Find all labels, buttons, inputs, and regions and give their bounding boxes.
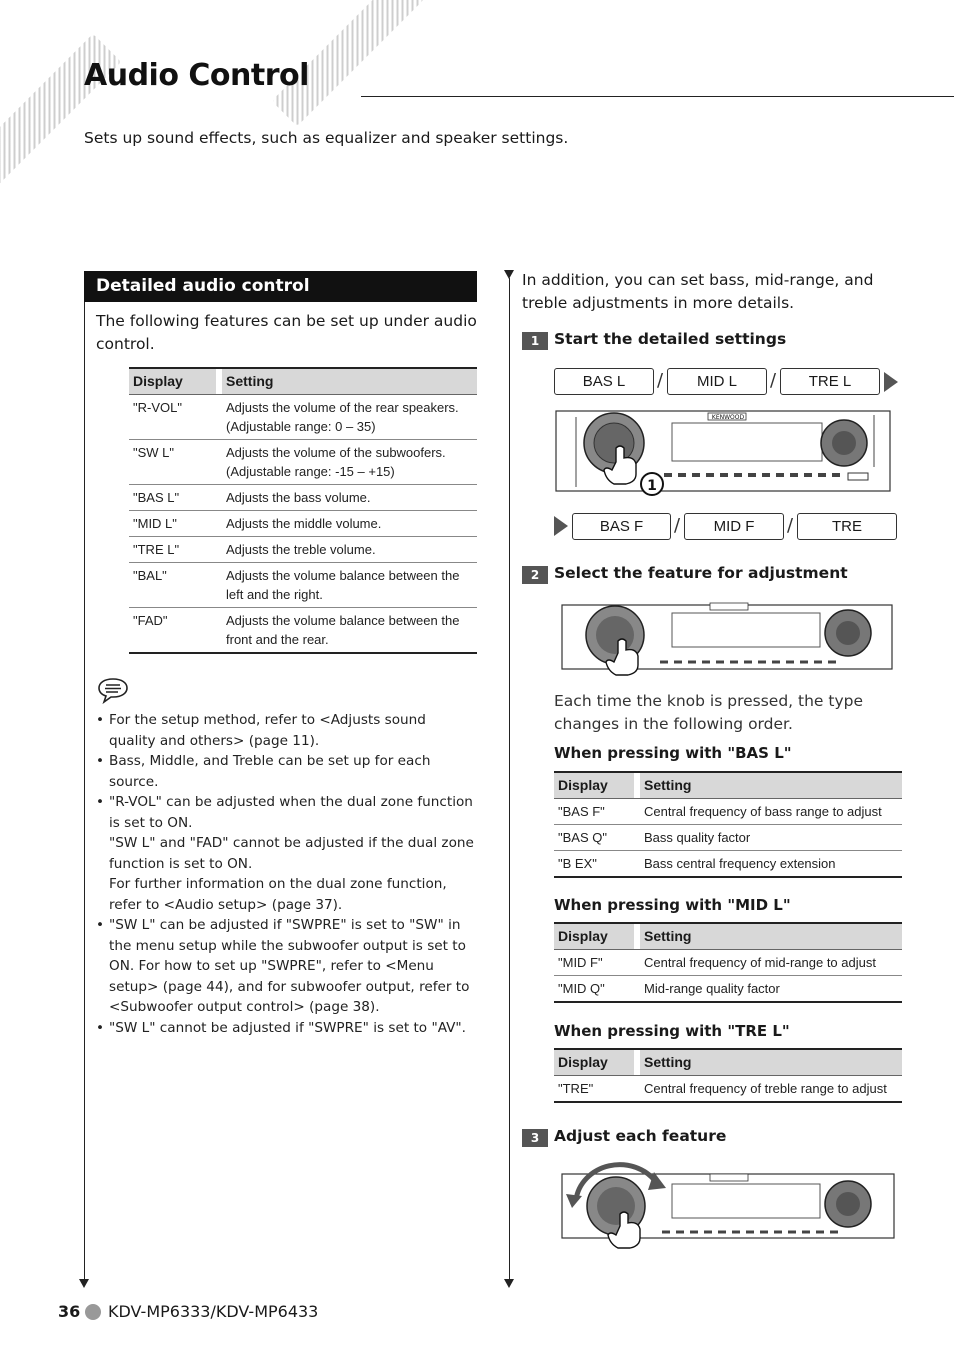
column-header-setting: Setting xyxy=(640,772,902,798)
page-intro: Sets up sound effects, such as equalizer and speaker settings. xyxy=(84,129,569,147)
step-2-number: 2 xyxy=(522,566,548,584)
page-number: 36 xyxy=(58,1302,81,1321)
pill-bas-l: BAS L xyxy=(554,368,654,395)
mid-table xyxy=(554,922,902,1003)
cell-display: "MID F" xyxy=(554,949,634,975)
step-2-title: Select the feature for adjustment xyxy=(554,564,848,582)
brand-logo: KENWOOD xyxy=(711,414,745,421)
pill-bas-f: BAS F xyxy=(572,513,671,540)
notes-list xyxy=(96,710,476,1038)
step-3-number: 3 xyxy=(522,1129,548,1147)
center-bottom-arrow xyxy=(504,1279,514,1288)
note-item: • "SW L" can be adjusted if "SWPRE" is set to "SW" in the menu setup while the subwoofer output is set to ON. For how to set up "SWPRE", refer to <Menu setup> (page 44), and for subwoofer output, refer to <Subwoofer output control> (page 38). xyxy=(96,915,476,1018)
slash-separator: / xyxy=(674,515,681,536)
cell-display: "TRE L" xyxy=(129,536,216,562)
cell-display: "BAS F" xyxy=(554,798,634,824)
cell-setting: Adjusts the volume balance between the left and the right. xyxy=(222,562,477,607)
tre-heading: When pressing with "TRE L" xyxy=(554,1022,790,1040)
table-row xyxy=(554,824,902,850)
pill-tre: TRE xyxy=(797,513,897,540)
left-guide-line xyxy=(84,302,85,1280)
audio-control-table xyxy=(129,367,477,654)
cell-setting: Adjusts the volume of the subwoofers. (Adjustable range: -15 – +15) xyxy=(222,439,477,484)
bas-heading: When pressing with "BAS L" xyxy=(554,744,792,762)
column-header-setting: Setting xyxy=(640,923,902,949)
cell-setting: Adjusts the volume of the rear speakers. (Adjustable range: 0 – 35) xyxy=(222,394,477,439)
step-1-number: 1 xyxy=(522,332,548,350)
table-row xyxy=(554,975,902,1002)
column-header-display: Display xyxy=(129,368,216,394)
table-body xyxy=(554,798,902,877)
step-1-title: Start the detailed settings xyxy=(554,330,787,348)
tre-table xyxy=(554,1048,902,1103)
table-row xyxy=(554,850,902,877)
section-heading: Detailed audio control xyxy=(84,271,477,302)
page-title: Audio Control xyxy=(84,58,309,93)
table-row xyxy=(554,798,902,824)
table-header-row xyxy=(554,772,902,798)
table-row xyxy=(554,949,902,975)
note-item: • Bass, Middle, and Treble can be set up for each source. xyxy=(96,751,476,792)
table-row xyxy=(129,510,477,536)
cell-setting: Adjusts the middle volume. xyxy=(222,510,477,536)
car-stereo-illustration-1 xyxy=(554,407,894,499)
cell-setting: Central frequency of mid-range to adjust xyxy=(640,949,902,975)
cell-setting: Mid-range quality factor xyxy=(640,975,902,1002)
cell-setting: Adjusts the volume balance between the front and the rear. xyxy=(222,607,477,653)
cell-setting: Adjusts the bass volume. xyxy=(222,484,477,510)
column-header-display: Display xyxy=(554,772,634,798)
mid-heading: When pressing with "MID L" xyxy=(554,896,791,914)
slash-separator: / xyxy=(657,370,664,391)
table-row xyxy=(129,439,477,484)
bas-table xyxy=(554,771,902,878)
pill-tre-l: TRE L xyxy=(780,368,880,395)
cell-display: "B EX" xyxy=(554,850,634,877)
table-row xyxy=(129,562,477,607)
note-item: • For the setup method, refer to <Adjusts sound quality and others> (page 11). xyxy=(96,710,476,751)
cell-display: "SW L" xyxy=(129,439,216,484)
cell-setting: Central frequency of bass range to adjust xyxy=(640,798,902,824)
cell-display: "FAD" xyxy=(129,607,216,653)
cell-display: "BAS Q" xyxy=(554,824,634,850)
center-top-arrow xyxy=(504,270,514,279)
note-item: • "R-VOL" can be adjusted when the dual zone function is set to ON. "SW L" and "FAD" cannot be adjusted if the dual zone function is set to ON. For further information on the dual zone function, refer to <Audio setup> (page 37). xyxy=(96,792,476,915)
column-header-display: Display xyxy=(554,1049,634,1075)
section-intro: The following features can be set up under audio control. xyxy=(96,312,477,353)
continue-arrow-icon xyxy=(554,516,568,536)
note-item: • "SW L" cannot be adjusted if "SWPRE" is set to "AV". xyxy=(96,1018,476,1039)
cell-setting: Bass quality factor xyxy=(640,824,902,850)
table-header-row xyxy=(129,368,477,394)
car-stereo-illustration-2 xyxy=(560,601,896,683)
slash-separator: / xyxy=(770,370,777,391)
model-name: KDV-MP6333/KDV-MP6433 xyxy=(108,1302,319,1321)
table-header-row xyxy=(554,1049,902,1075)
column-header-setting: Setting xyxy=(640,1049,902,1075)
center-guide-line xyxy=(509,278,510,1280)
cell-display: "TRE" xyxy=(554,1075,634,1102)
step-3-title: Adjust each feature xyxy=(554,1127,727,1145)
cell-setting: Adjusts the treble volume. xyxy=(222,536,477,562)
table-row xyxy=(129,394,477,439)
cell-setting: Central frequency of treble range to adjust xyxy=(640,1075,902,1102)
car-stereo-illustration-3 xyxy=(558,1160,898,1260)
table-body xyxy=(129,394,477,653)
cell-display: "R-VOL" xyxy=(129,394,216,439)
right-intro: In addition, you can set bass, mid-range, and treble adjustments in more details. xyxy=(522,271,874,312)
cell-display: "BAL" xyxy=(129,562,216,607)
left-guide-arrow xyxy=(79,1279,89,1288)
pill-mid-f: MID F xyxy=(684,513,784,540)
table-row xyxy=(129,536,477,562)
cell-display: "MID L" xyxy=(129,510,216,536)
table-body xyxy=(554,949,902,1002)
press-badge: 1 xyxy=(647,478,657,494)
cell-display: "BAS L" xyxy=(129,484,216,510)
pill-mid-l: MID L xyxy=(667,368,767,395)
page-dot-icon xyxy=(85,1304,101,1320)
continue-arrow-icon xyxy=(884,372,898,392)
each-time-text: Each time the knob is pressed, the type changes in the following order. xyxy=(554,692,864,733)
table-body xyxy=(554,1075,902,1102)
notes-icon xyxy=(97,676,129,708)
column-header-display: Display xyxy=(554,923,634,949)
table-header-row xyxy=(554,923,902,949)
column-header-setting: Setting xyxy=(222,368,477,394)
table-row xyxy=(129,484,477,510)
table-row xyxy=(129,607,477,653)
slash-separator: / xyxy=(787,515,794,536)
cell-setting: Bass central frequency extension xyxy=(640,850,902,877)
cell-display: "MID Q" xyxy=(554,975,634,1002)
table-row xyxy=(554,1075,902,1102)
title-rule xyxy=(361,96,954,97)
